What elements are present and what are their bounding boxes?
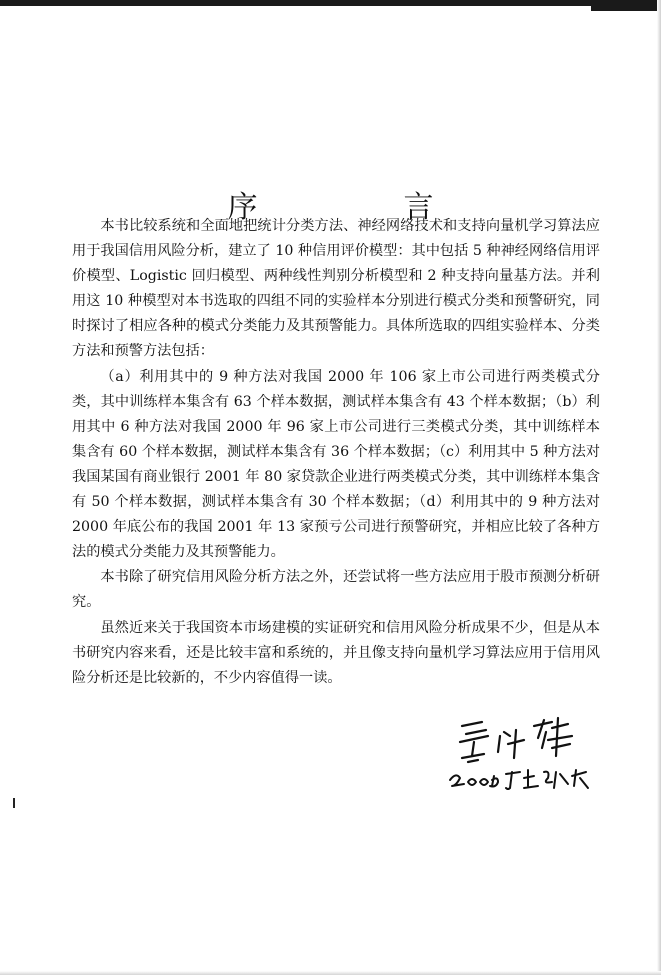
scan-margin-mark: [13, 798, 15, 808]
scan-right-edge: [657, 0, 661, 975]
paragraph-conclusion: 虽然近来关于我国资本市场建模的实证研究和信用风险分析成果不少，但是从本书研究内容来看，还是比较丰富和系统的，并且像支持向量机学习算法应用于信用风险分析还是比较新的，不少内容值得一读。: [72, 619, 600, 686]
preface-body: [72, 214, 600, 691]
page-title: 序 言: [227, 190, 492, 226]
paragraph-intro: 本书比较系统和全面地把统计分类方法、神经网络技术和支持向量机学习算法应用于我国信用风险分析，建立了 10 种信用评价模型：其中包括 5 种神经网络信用评价模型、Logistic 回归模型、两种线性判别分析模型和 2 种支持向量基方法。并利用这 10 种模型对本书选取的四组不同的实验样本分别进行模式分类和预警研究，同时探讨了相应各种的模式分类能力及其预警能力。具体所选取的四组实验样本、分类方法和预警方法包括：: [72, 218, 600, 360]
handwritten-signature: [448, 712, 608, 802]
scan-bottom-edge: [0, 971, 661, 975]
scan-top-border: [0, 0, 661, 6]
scan-top-border-tail: [591, 6, 661, 11]
paragraph-experiments: （a）利用其中的 9 种方法对我国 2000 年 106 家上市公司进行两类模式分类，其中训练样本集含有 63 个样本数据，测试样本集含有 43 个样本数据；（b）利用其中 6 种方法对我国 2000 年 96 家上市公司进行三类模式分类，其中训练样本集含有 60 个样本数据，测试样本集含有 36 个样本数据；（c）利用其中 5 种方法对我国某国有商业银行 2001 年 80 家贷款企业进行两类模式分类，其中训练样本集含有 50 个样本数据，测试样本集含有 30 个样本数据；（d）利用其中的 9 种方法对 2000 年底公布的我国 2001 年 13 家预亏公司进行预警研究，并相应比较了各种方法的模式分类能力及其预警能力。: [72, 368, 600, 561]
paragraph-stock-forecast: 本书除了研究信用风险分析方法之外，还尝试将一些方法应用于股市预测分析研究。: [72, 569, 600, 611]
